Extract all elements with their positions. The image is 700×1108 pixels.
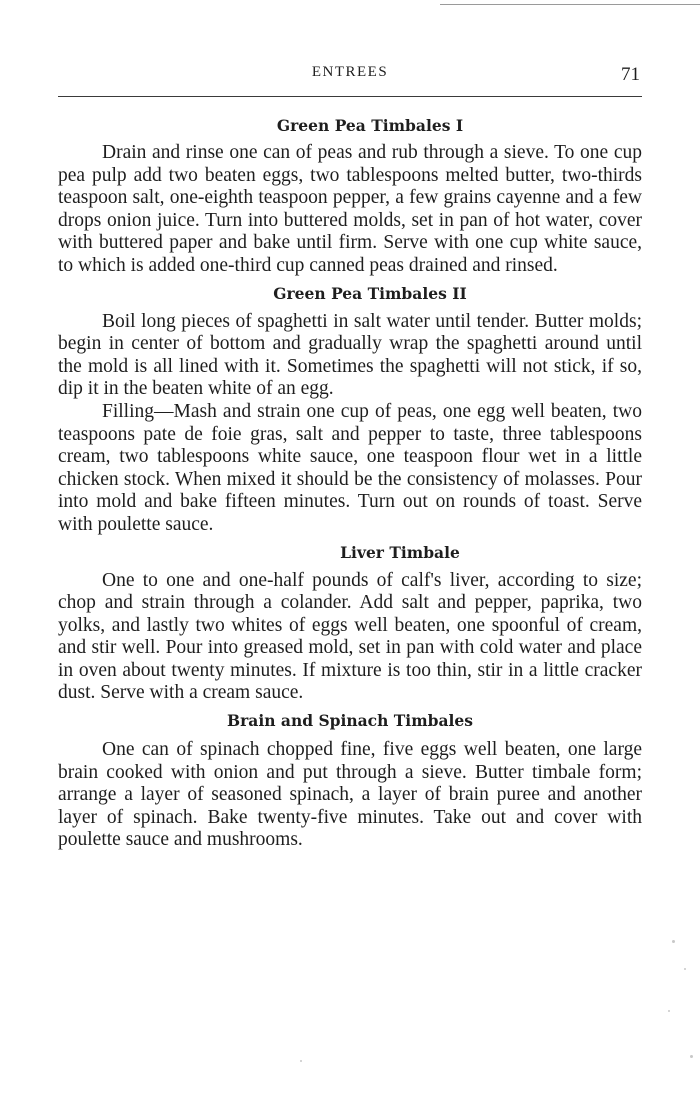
- recipe-brain-and-spinach-timbales: [58, 709, 642, 852]
- paper-speckle: [672, 940, 675, 943]
- recipe-green-pea-timbales-2: [58, 282, 642, 537]
- paper-speckle: [300, 1060, 302, 1062]
- running-title: ENTREES: [311, 64, 389, 80]
- page-number: 71: [621, 64, 640, 85]
- paper-speckle: [690, 1055, 693, 1058]
- page-header: [58, 60, 642, 97]
- recipe-paragraph: One to one and one-half pounds of calf's liver, according to size; chop and strain through a colander. Add salt and pepper, paprika, two yolks, and lastly two whites of eggs well beaten, one spoonful of cream, and stir well. Pour into greased mold, set in pan with cold water and place in oven about twenty minutes. If mixture is too thin, stir in a little cracker dust. Serve with a cream sauce.: [58, 569, 642, 704]
- recipe-title: Green Pea Timbales II: [273, 283, 467, 303]
- page-body: [58, 114, 642, 852]
- recipe-paragraph: Filling—Mash and strain one cup of peas, one egg well beaten, two teaspoons pate de foie gras, salt and pepper to taste, three tablespoons cream, two tablespoons white sauce, one teaspoon flour wet in a little chicken stock. When mixed it should be the consistency of molasses. Pour into mold and bake fifteen minutes. Turn out on rounds of toast. Serve with poulette sauce.: [58, 400, 642, 535]
- recipe-green-pea-timbales-1: [58, 114, 642, 278]
- recipe-paragraph: Boil long pieces of spaghetti in salt water until tender. Butter molds; begin in center of bottom and gradually wrap the spaghetti around until the mold is all lined with it. Sometimes the spaghetti will not stick, if so, dip it in the beaten white of an egg.: [58, 310, 642, 400]
- recipe-title: Liver Timbale: [340, 542, 460, 562]
- recipe-liver-timbale: [58, 541, 642, 706]
- recipe-title: Green Pea Timbales I: [276, 116, 464, 135]
- paper-speckle: [668, 1010, 670, 1012]
- paper-speckle: [684, 968, 686, 970]
- recipe-title: Brain and Spinach Timbales: [227, 711, 473, 731]
- recipe-paragraph: Drain and rinse one can of peas and rub through a sieve. To one cup pea pulp add two beaten eggs, two tablespoons melted butter, two-thirds teaspoon salt, one-eighth teaspoon pepper, a few grains cayenne and a few drops onion juice. Turn into buttered molds, set in pan of hot water, cover with buttered paper and bake until firm. Serve with one cup white sauce, to which is added one-third cup canned peas drained and rinsed.: [58, 142, 642, 276]
- recipe-paragraph: One can of spinach chopped fine, five eggs well beaten, one large brain cooked with onion and put through a sieve. Butter timbale form; arrange a layer of seasoned spinach, a layer of brain puree and another layer of spinach. Bake twenty-five minutes. Take out and cover with poulette sauce and mushrooms.: [58, 739, 642, 851]
- page-edge-rule: [440, 4, 700, 5]
